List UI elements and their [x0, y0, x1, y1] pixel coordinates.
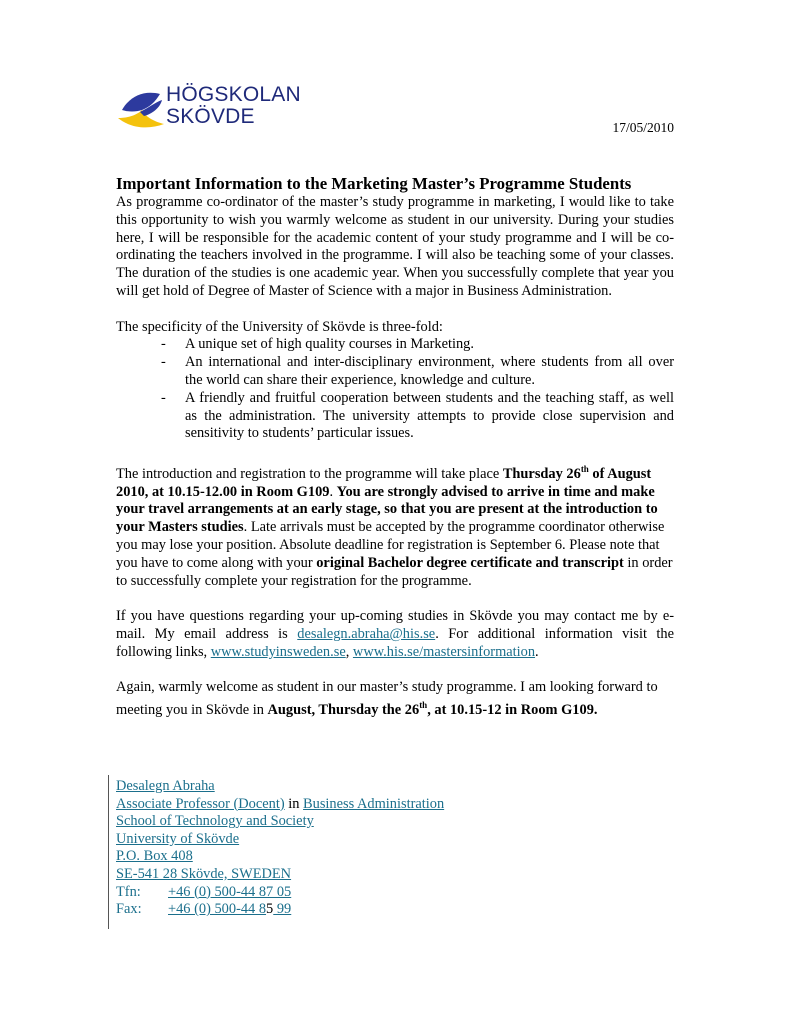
- meeting-date: August, Thursday the 26th, at 10.15-12 in Room G109.: [267, 700, 598, 718]
- studyinsweden-link[interactable]: www.studyinsweden.se: [210, 643, 346, 660]
- mastersinformation-link[interactable]: www.his.se/mastersinformation: [352, 643, 536, 660]
- university-logo: [116, 84, 316, 136]
- logo-emblem-icon: [116, 88, 168, 132]
- document-date: 17/05/2010: [612, 120, 674, 135]
- signature-university-link[interactable]: University of Skövde: [116, 830, 240, 847]
- closing-paragraph: Again, warmly welcome as student in our master’s study programme. I am looking forward to meeting you in Skövde in August, Thursday the 26th, at 10.15-12 in Room G109.: [116, 679, 658, 718]
- signature-phone-link[interactable]: Tfn: +46 (0) 500-44 87 05: [116, 883, 292, 900]
- document-title: Important Information to the Marketing Master’s Programme Students: [116, 174, 632, 193]
- registration-date: Thursday 26th of August 2010, at 10.15-12.00 in Room G109: [116, 463, 652, 500]
- signature-block: Desalegn Abraha Associate Professor (Docent) in Business Administration School of Technology and Society University of Skövde P.O. Box 408 SE-541 28 Skövde, SWEDEN Tfn: +46 (0) 500-44 87 05 Fax: +46 (0) 500-44 85 99: [116, 778, 445, 918]
- contact-paragraph: If you have questions regarding your up-coming studies in Skövde you may contact me by e-mail. My email address is desalegn.abraha@his.se. For additional information visit the following links, www.studyinsweden.se, www.his.se/mastersinformation.: [116, 608, 675, 660]
- required-documents: original Bachelor degree certificate and transcript: [316, 554, 624, 571]
- signature-pobox-link[interactable]: P.O. Box 408: [116, 848, 193, 865]
- registration-paragraph: The introduction and registration to the programme will take place Thursday 26th of August 2010, at 10.15-12.00 in Room G109. You are strongly advised to arrive in time and make your travel arrangements at an early stage, so that you are present at the introduction to your Masters studies. Late arrivals must be accepted by the programme coordinator otherwise you may lose your position. Absolute deadline for registration is September 6. Please note that you have to come along with your original Bachelor degree certificate and transcript in order to successfully complete your registration for the programme.: [116, 463, 673, 589]
- logo-line1: HÖGSKOLAN: [166, 83, 301, 106]
- list-item: - An international and inter-disciplinary environment, where students from all over the world can share their experience, knowledge and culture.: [161, 354, 674, 390]
- logo-wordmark: [166, 84, 301, 128]
- signature-role-link[interactable]: Associate Professor (Docent): [116, 795, 285, 812]
- signature-fax-end-link[interactable]: 99: [273, 901, 292, 918]
- document-body: [116, 194, 674, 720]
- signature-name-link[interactable]: Desalegn Abraha: [116, 778, 215, 794]
- arrival-warning: You are strongly advised to arrive in time and make your travel arrangements at an early stage, so that you are present at the introduction to your Masters studies: [116, 483, 658, 536]
- intro-paragraph: As programme co-ordinator of the master’s study programme in marketing, I would like to take this opportunity to wish you warmly welcome as student in our university. During your studies here, I will be responsible for the academic content of your study programme and I will be co-ordinating the teachers involved in the programme. I will also be teaching some of your classes. The duration of the studies is one academic year. When you successfully complete that year you will get hold of Degree of Master of Science with a major in Business Administration.: [116, 194, 674, 299]
- list-item: - A unique set of high quality courses in Marketing.: [161, 336, 674, 354]
- specificity-list: [116, 336, 674, 443]
- specificity-heading: The specificity of the University of Skövde is three-fold:: [116, 318, 443, 335]
- logo-line2: SKÖVDE: [166, 105, 255, 128]
- signature-school-link[interactable]: School of Technology and Society: [116, 813, 314, 830]
- signature-city-link[interactable]: SE-541 28 Skövde, SWEDEN: [116, 865, 292, 882]
- signature-fax-link[interactable]: Fax: +46 (0) 500-44 8: [116, 901, 267, 918]
- signature-dept-link[interactable]: Business Administration: [303, 795, 445, 812]
- email-link[interactable]: desalegn.abraha@his.se: [297, 625, 436, 642]
- signature-divider: [108, 775, 109, 929]
- list-item: - A friendly and fruitful cooperation between students and the teaching staff, as well as the administration. The university attempts to provide close supervision and sensitivity to students’ particular issues.: [161, 390, 674, 443]
